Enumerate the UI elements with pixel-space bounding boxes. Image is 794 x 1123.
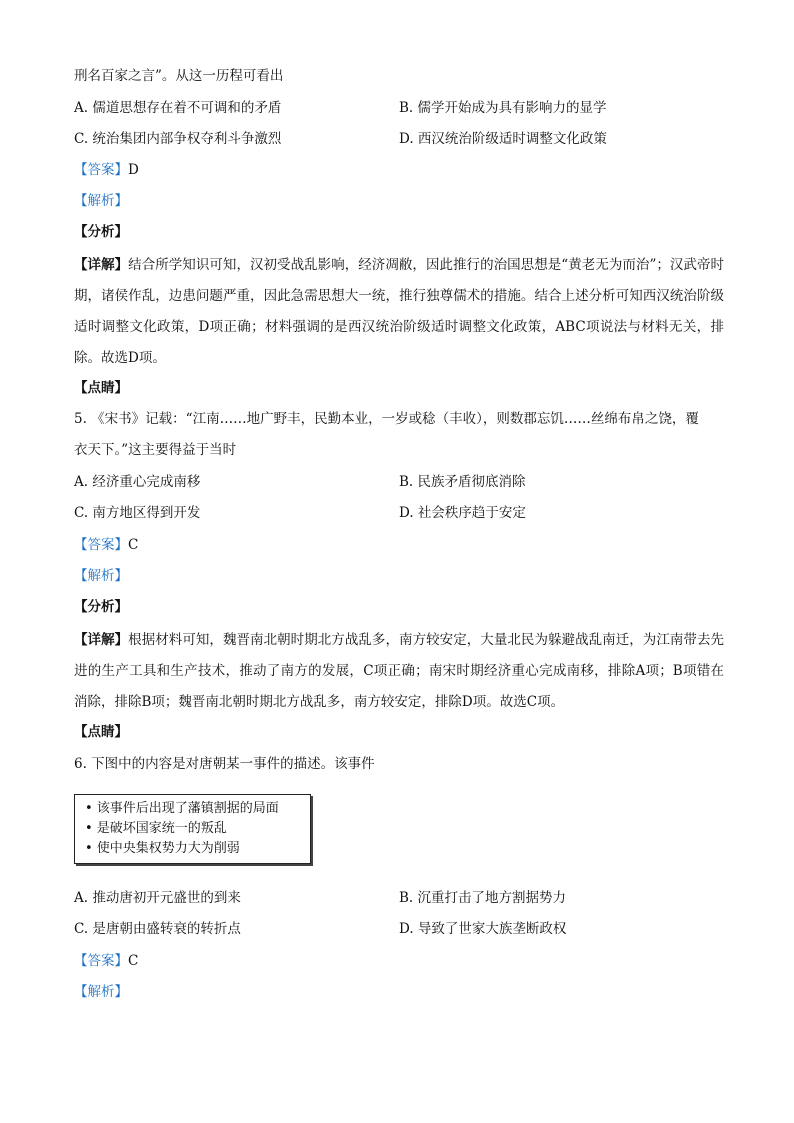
- q4-option-a: A. 儒道思想存在着不可调和的矛盾: [74, 100, 282, 116]
- detail-tag: 【详解】: [74, 257, 129, 273]
- q5-stem-line2: 衣天下。”这主要得益于当时: [74, 442, 237, 458]
- q6-option-c: C. 是唐朝由盛转衰的转折点: [74, 921, 241, 937]
- q4-stem-tail: 刑名百家之言”。从这一历程可看出: [74, 68, 284, 84]
- q5-answer: C: [128, 537, 139, 553]
- q6-box-item: • 是破坏国家统一的叛乱: [85, 821, 227, 836]
- q4-answer-line: [74, 160, 139, 180]
- q5-stem-line1: 5. 《宋书》记载：“江南……地广野丰，民勤本业，一岁或稔（丰收），则数郡忘饥……丝绵布帛之饶，覆: [74, 411, 699, 427]
- q4-dianjing: 【点睛】: [74, 380, 128, 396]
- q5-answer-line: [74, 535, 138, 555]
- q6-stem: 6. 下图中的内容是对唐朝某一事件的描述。该事件: [74, 756, 375, 772]
- q6-option-d: D. 导致了世家大族垄断政权: [399, 921, 567, 937]
- q6-answer-line: [74, 951, 138, 971]
- answer-tag: 【答案】: [74, 537, 128, 553]
- q5-option-c: C. 南方地区得到开发: [74, 505, 201, 521]
- q5-dianjing: 【点睛】: [74, 724, 128, 740]
- answer-tag: 【答案】: [74, 953, 128, 969]
- q6-box-item: • 使中央集权势力大为削弱: [85, 841, 240, 856]
- q4-detail-text: 结合所学知识可知，汉初受战乱影响，经济凋敝，因此推行的治国思想是“黄老无为而治”；汉武帝时期，诸侯作乱，边患问题严重，因此急需思想大一统，推行独尊儒术的措施。结合上述分析可知西汉统治阶级适时调整文化政策，D项正确；材料强调的是西汉统治阶级适时调整文化政策，ABC项说法与材料无关，排除。故选D项。: [74, 257, 725, 366]
- q4-answer: D: [128, 162, 139, 178]
- q5-detail: [74, 625, 724, 718]
- q6-option-a: A. 推动唐初开元盛世的到来: [74, 890, 241, 906]
- q6-answer: C: [128, 953, 139, 969]
- q5-detail-text: 根据材料可知，魏晋南北朝时期北方战乱多，南方较安定，大量北民为躲避战乱南迁，为江南带去先进的生产工具和生产技术，推动了南方的发展，C项正确；南宋时期经济重心完成南移，排除A项；B项错在消除，排除B项；魏晋南北朝时期北方战乱多，南方较安定，排除D项。故选C项。: [74, 632, 725, 710]
- answer-tag: 【答案】: [74, 162, 128, 178]
- q4-fenxi: 【分析】: [74, 224, 128, 240]
- q4-analysis-tag: 【解析】: [74, 193, 128, 209]
- q5-option-b: B. 民族矛盾彻底消除: [399, 474, 526, 490]
- q4-detail: [74, 250, 724, 374]
- q5-fenxi: 【分析】: [74, 599, 128, 615]
- q6-description-box: [74, 794, 311, 864]
- q6-analysis-tag: 【解析】: [74, 984, 128, 1000]
- detail-tag: 【详解】: [74, 632, 129, 648]
- q5-option-d: D. 社会秩序趋于安定: [399, 505, 526, 521]
- q5-option-a: A. 经济重心完成南移: [74, 474, 201, 490]
- q4-option-b: B. 儒学开始成为具有影响力的显学: [399, 100, 607, 116]
- q6-box-item: • 该事件后出现了藩镇割据的局面: [85, 801, 279, 816]
- q4-option-c: C. 统治集团内部争权夺利斗争激烈: [74, 131, 282, 147]
- q6-option-b: B. 沉重打击了地方割据势力: [399, 890, 567, 906]
- q4-option-d: D. 西汉统治阶级适时调整文化政策: [399, 131, 607, 147]
- q5-analysis-tag: 【解析】: [74, 568, 128, 584]
